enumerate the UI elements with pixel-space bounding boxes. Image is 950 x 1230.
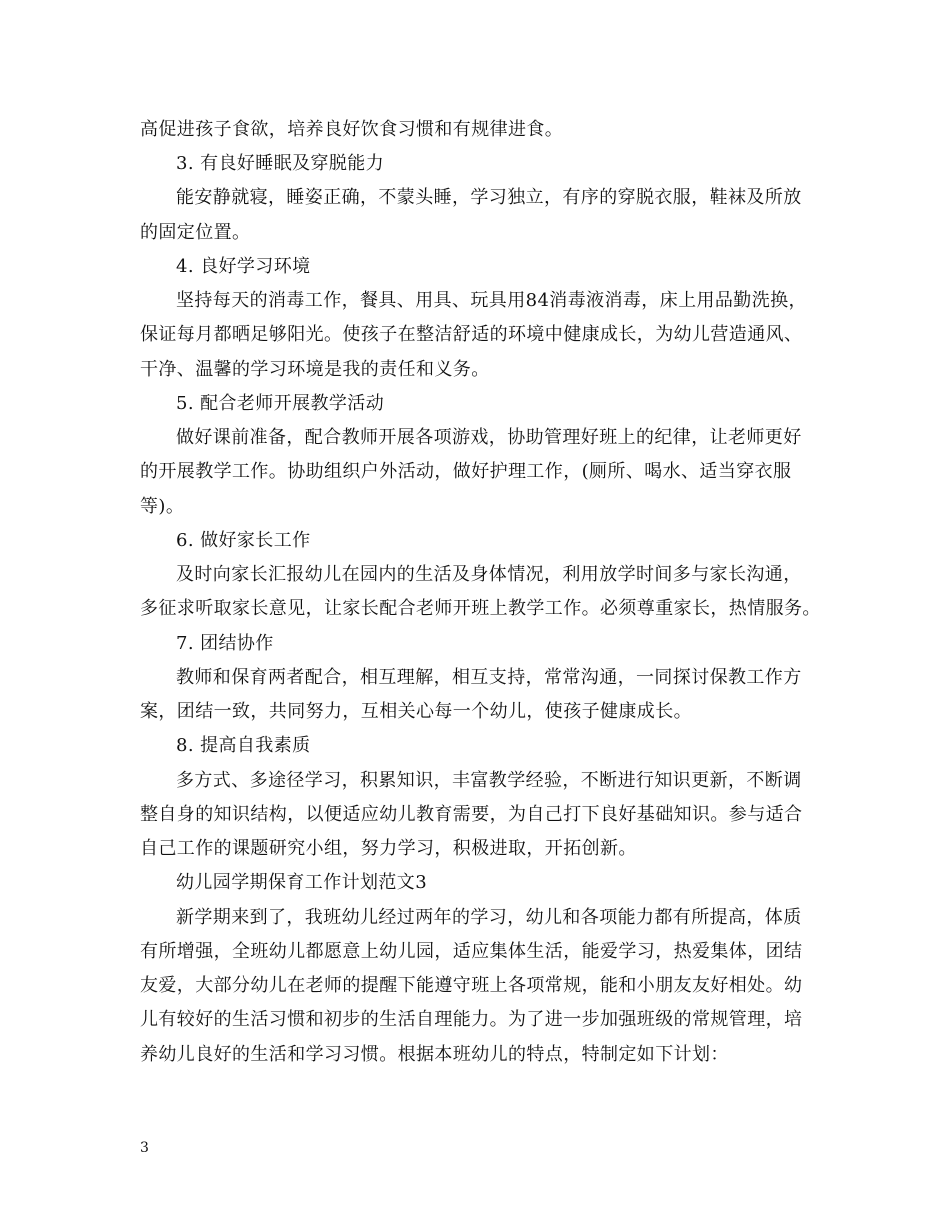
body-text-line: 儿有较好的生活习惯和初步的生活自理能力。为了进一步加强班级的常规管理，培	[140, 1009, 803, 1030]
body-text-line: 干净、温馨的学习环境是我的责任和义务。	[140, 359, 490, 380]
body-text-line: 自己工作的课题研究小组，努力学习，积极进取，开拓创新。	[140, 838, 637, 859]
body-text-line: 有所增强，全班幼儿都愿意上幼儿园，适应集体生活，能爱学习，热爱集体，团结	[140, 941, 803, 962]
section-heading: 6. 做好家长工作	[176, 530, 311, 551]
section-heading: 3. 有良好睡眠及穿脱能力	[176, 153, 385, 174]
body-text-line: 的开展教学工作。协助组织户外活动，做好护理工作，(厕所、喝水、适当穿衣服	[140, 461, 792, 482]
section-heading: 8. 提高自我素质	[176, 735, 311, 756]
body-text-line: 多方式、多途径学习，积累知识，丰富教学经验，不断进行知识更新，不断调	[176, 770, 802, 791]
body-text-line: 教师和保育两者配合，相互理解，相互支持，常常沟通，一同探讨保教工作方	[176, 667, 802, 688]
section-heading: 5. 配合老师开展教学活动	[176, 393, 385, 414]
body-text-line: 案，团结一致，共同努力，互相关心每一个幼儿，使孩子健康成长。	[140, 701, 692, 722]
body-text-line: 友爱，大部分幼儿在老师的提醒下能遵守班上各项常规，能和小朋友友好相处。幼	[140, 975, 803, 996]
body-text-line: 新学期来到了，我班幼儿经过两年的学习，幼儿和各项能力都有所提高，体质	[176, 907, 802, 928]
body-text-line: 整自身的知识结构，以便适应幼儿教育需要，为自己打下良好基础知识。参与适合	[140, 804, 803, 825]
body-text-line: 多征求听取家长意见，让家长配合老师开班上教学工作。必须尊重家长，热情服务。	[140, 598, 821, 619]
body-text-line: 高促进孩子食欲，培养良好饮食习惯和有规律进食。	[140, 119, 564, 140]
body-text-line: 保证每月都晒足够阳光。使孩子在整洁舒适的环境中健康成长，为幼儿营造通风、	[140, 324, 803, 345]
body-text-line: 等)。	[140, 496, 185, 517]
section-title: 幼儿园学期保育工作计划范文3	[176, 872, 428, 893]
body-text-line: 及时向家长汇报幼儿在园内的生活及身体情况，利用放学时间多与家长沟通，	[176, 564, 802, 585]
page-number: 3	[140, 1140, 149, 1156]
body-text-line: 做好课前准备，配合教师开展各项游戏，协助管理好班上的纪律，让老师更好	[176, 427, 802, 448]
section-heading: 7. 团结协作	[176, 633, 274, 654]
body-text-line: 能安静就寝，睡姿正确，不蒙头睡，学习独立，有序的穿脱衣服，鞋袜及所放	[176, 187, 802, 208]
body-text-line: 的固定位置。	[140, 222, 251, 243]
body-text-line: 养幼儿良好的生活和学习习惯。根据本班幼儿的特点，特制定如下计划：	[140, 1044, 729, 1065]
body-text-line: 坚持每天的消毒工作，餐具、用具、玩具用84消毒液消毒，床上用品勤洗换，	[176, 290, 807, 311]
section-heading: 4. 良好学习环境	[176, 256, 311, 277]
